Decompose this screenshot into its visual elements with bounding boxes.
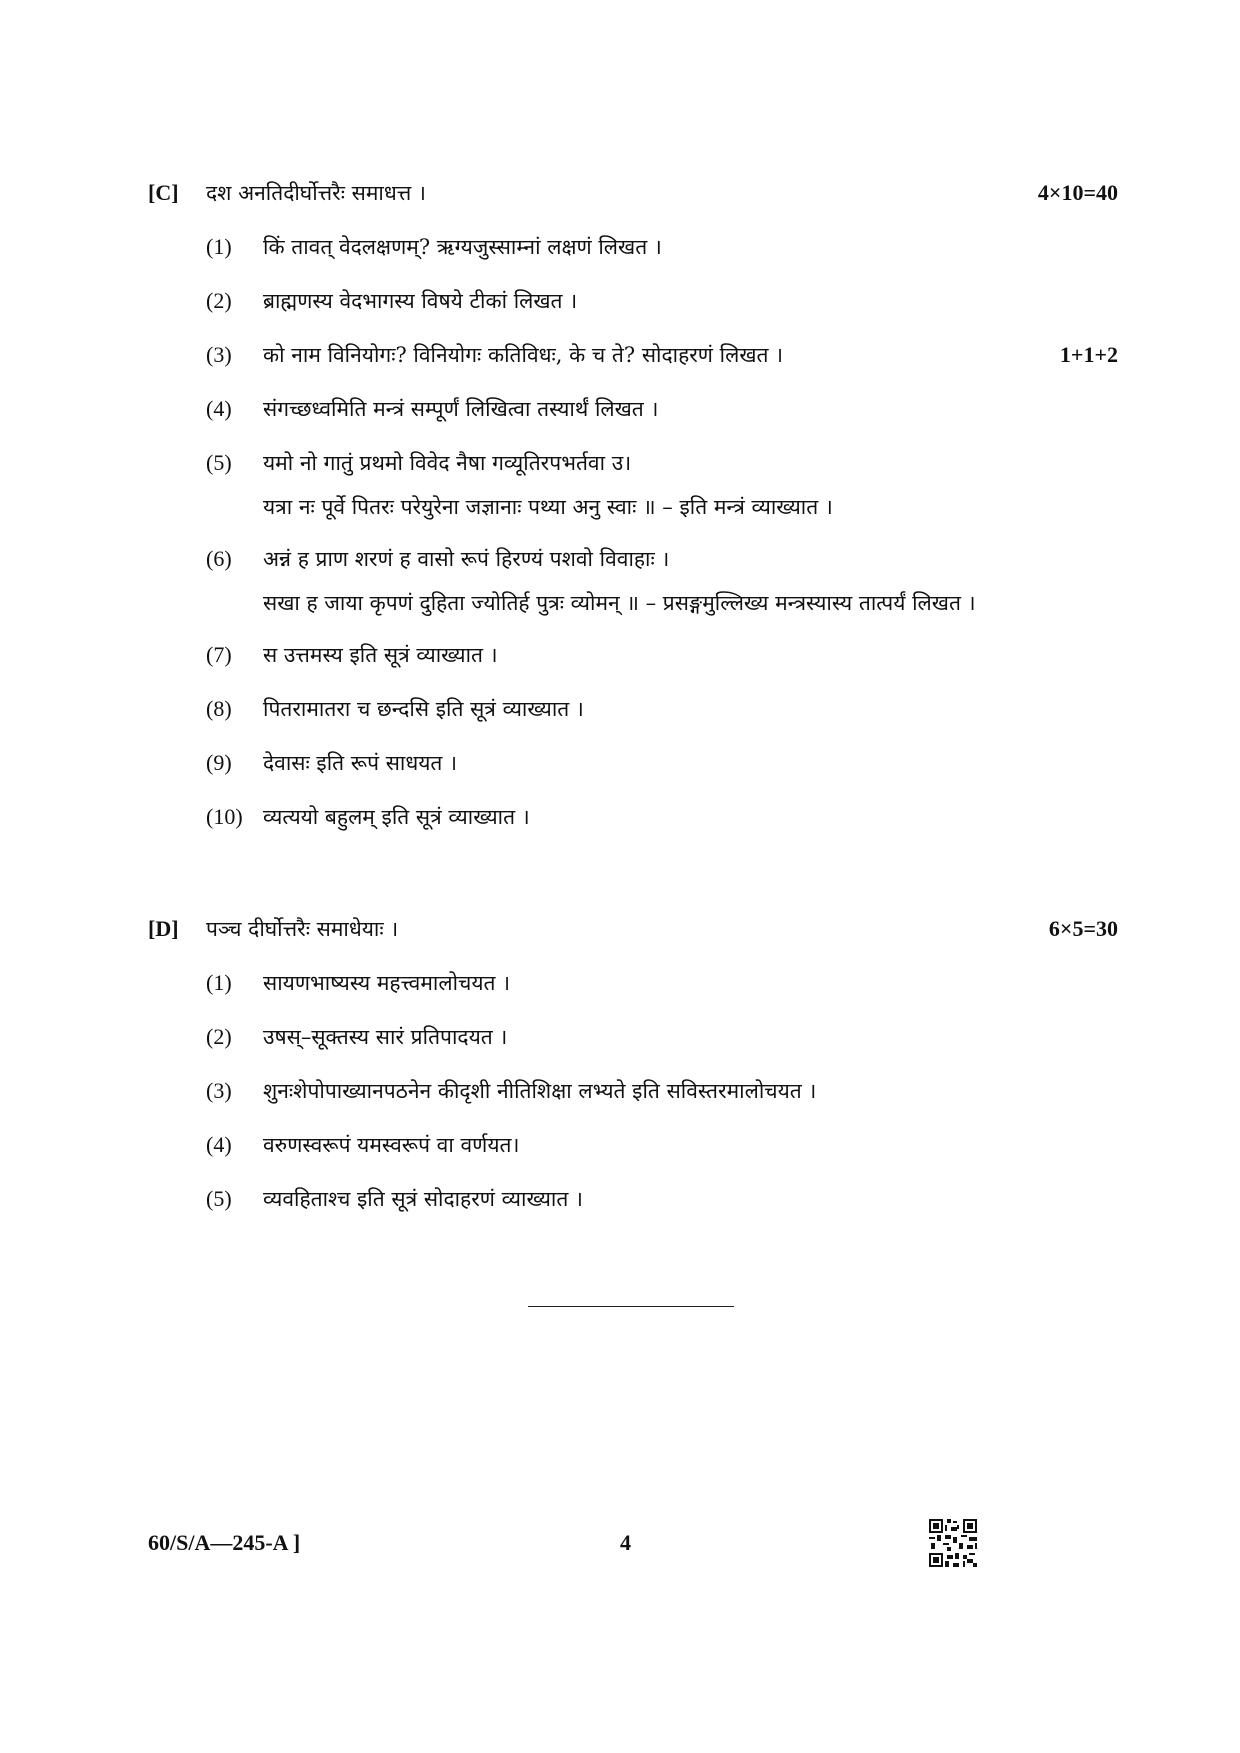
section-c — [148, 176, 1118, 829]
section-d-label: [D] — [148, 916, 179, 941]
question-d-4 — [148, 1128, 1118, 1162]
question-d-1 — [148, 966, 1118, 1000]
question-number: (2) — [206, 288, 232, 313]
question-text-line-1: यमो नो गातुं प्रथमो विवेद नैषा गव्यूतिरपभर्तवा उ। — [263, 451, 632, 475]
question-c-7 — [148, 638, 1118, 672]
question-number: (1) — [206, 970, 232, 995]
question-c-4 — [148, 392, 1118, 426]
question-c-1 — [148, 230, 1118, 264]
question-text-line-2: यत्रा नः पूर्वे पितरः परेयुरेना जज्ञानाः पथ्या अनु स्वाः ॥ – इति मन्त्रं व्याख्यात । — [263, 495, 833, 519]
section-d-marks: 6×5=30 — [1048, 916, 1118, 941]
section-d-header — [148, 912, 1118, 946]
page-number: 4 — [620, 1530, 631, 1555]
section-c-label: [C] — [148, 180, 179, 205]
question-text: पितरामातरा च छन्दसि इति सूत्रं व्याख्यात । — [263, 697, 584, 721]
question-c-5 — [148, 446, 1118, 524]
question-number: (7) — [206, 642, 232, 667]
question-marks: 1+1+2 — [1059, 342, 1118, 367]
question-text: को नाम विनियोगः? विनियोगः कतिविधः, के च ते? सोदाहरणं लिखत । — [263, 343, 784, 367]
question-number: (3) — [206, 342, 232, 367]
question-d-2 — [148, 1020, 1118, 1054]
question-c-3 — [148, 338, 1118, 372]
section-d-instruction: पञ्च दीर्घोत्तरैः समाधेयाः । — [206, 917, 399, 941]
question-c-8 — [148, 692, 1118, 726]
question-number: (8) — [206, 696, 232, 721]
section-c-instruction: दश अनतिदीर्घोत्तरैः समाधत्त । — [206, 181, 426, 205]
question-text: किं तावत् वेदलक्षणम्? ऋग्यजुस्साम्नां लक्षणं लिखत । — [263, 235, 662, 259]
qr-code-icon — [927, 1517, 979, 1569]
question-text: सायणभाष्यस्य महत्त्वमालोचयत । — [263, 971, 511, 995]
question-number: (6) — [206, 546, 232, 571]
question-text: व्यत्ययो बहुलम् इति सूत्रं व्याख्यात । — [263, 805, 530, 829]
question-number: (1) — [206, 234, 232, 259]
question-text: शुनःशेपोपाख्यानपठनेन कीदृशी नीतिशिक्षा लभ्यते इति सविस्तरमालोचयत । — [263, 1079, 817, 1103]
question-text-line-1: अन्नं ह प्राण शरणं ह वासो रूपं हिरण्यं पशवो विवाहाः । — [263, 547, 670, 571]
question-number: (10) — [206, 804, 243, 829]
question-text: देवासः इति रूपं साधयत । — [263, 751, 458, 775]
section-c-question-list — [148, 230, 1118, 854]
question-number: (2) — [206, 1024, 232, 1049]
section-d-question-list — [148, 966, 1118, 1236]
question-number: (4) — [206, 396, 232, 421]
question-number: (5) — [206, 1186, 232, 1211]
question-text-line-2: सखा ह जाया कृपणं दुहिता ज्योतिर्ह पुत्रः व्योमन् ॥ – प्रसङ्गमुल्लिख्य मन्त्रस्यास्य तात्पर्यं लिखत । — [263, 591, 976, 615]
question-number: (4) — [206, 1132, 232, 1157]
question-text: उषस्–सूक्तस्य सारं प्रतिपादयत । — [263, 1025, 508, 1049]
question-c-10 — [148, 800, 1118, 834]
question-text: स उत्तमस्य इति सूत्रं व्याख्यात । — [263, 643, 498, 667]
question-text: वरुणस्वरूपं यमस्वरूपं वा वर्णयत। — [263, 1133, 520, 1157]
section-c-marks: 4×10=40 — [1037, 180, 1118, 205]
question-d-5 — [148, 1182, 1118, 1216]
end-divider — [528, 1306, 734, 1307]
question-c-6 — [148, 542, 1118, 620]
question-d-3 — [148, 1074, 1118, 1108]
question-number: (9) — [206, 750, 232, 775]
question-c-2 — [148, 284, 1118, 318]
paper-code: 60/S/A—245-A ] — [148, 1530, 301, 1555]
question-number: (5) — [206, 450, 232, 475]
question-text: ब्राह्मणस्य वेदभागस्य विषये टीकां लिखत । — [263, 289, 578, 313]
question-text: संगच्छध्वमिति मन्त्रं सम्पूर्णं लिखित्वा तस्यार्थं लिखत । — [263, 397, 659, 421]
section-c-header — [148, 176, 1118, 210]
question-number: (3) — [206, 1078, 232, 1103]
question-c-9 — [148, 746, 1118, 780]
section-d — [148, 912, 1118, 1211]
question-text: व्यवहिताश्च इति सूत्रं सोदाहरणं व्याख्यात । — [263, 1187, 583, 1211]
